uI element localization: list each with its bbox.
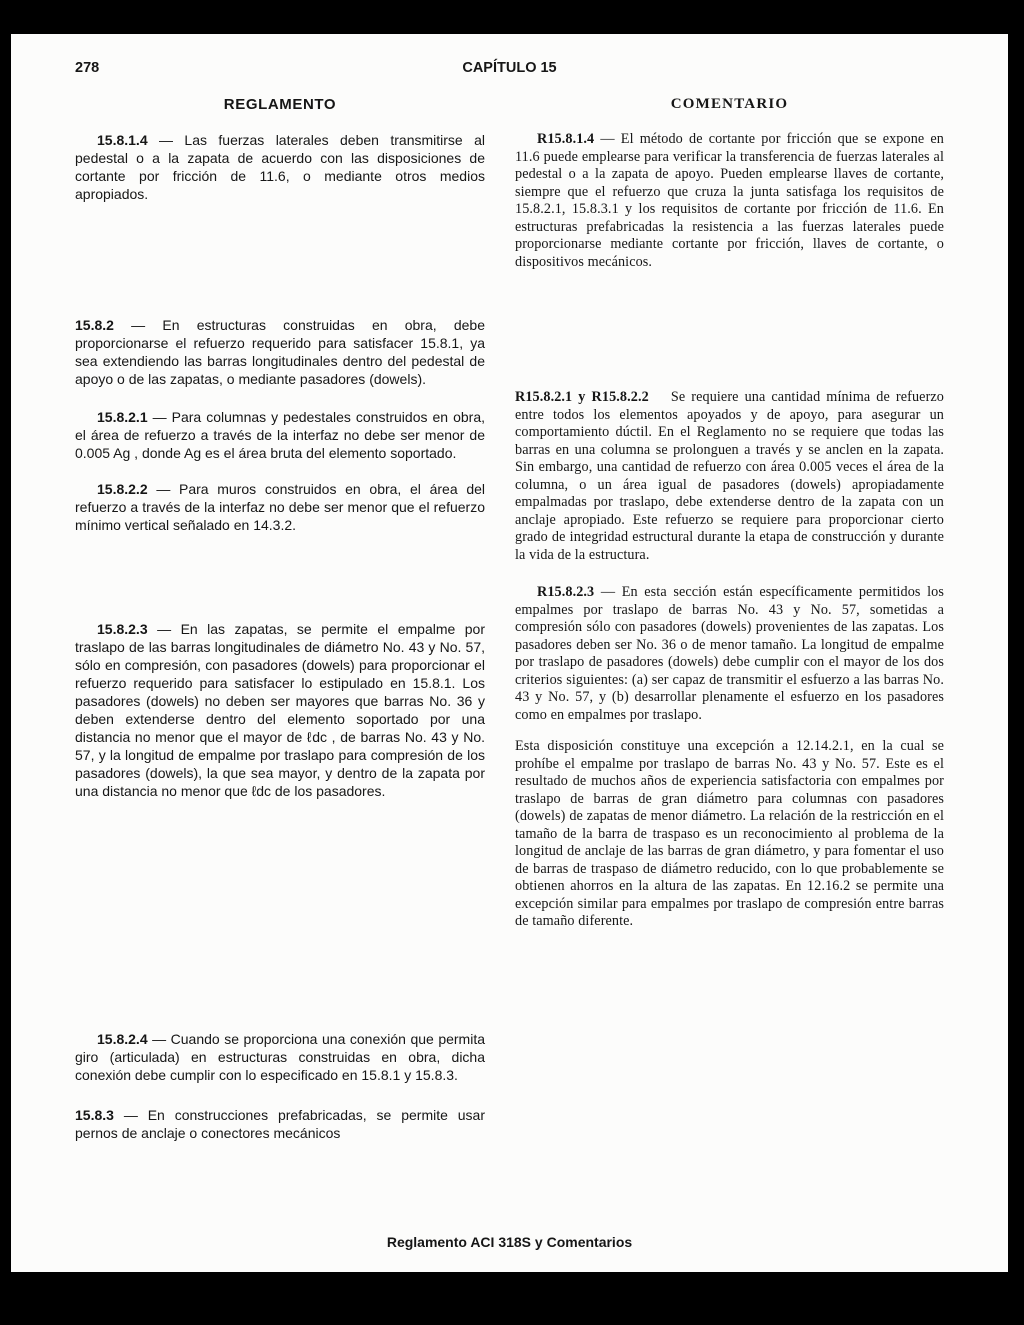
code-paragraph-15-8-3 — [75, 1106, 485, 1142]
paragraph-text: — Las fuerzas laterales deben transmitirse al pedestal o a la zapata de acuerdo con las disposiciones de cortante por fricción de 11.6, o mediante otros medios apropiados. — [75, 132, 485, 202]
commentary-paragraph-r15-8-2-3 — [515, 584, 944, 724]
section-number: 15.8.3 — [75, 1107, 114, 1123]
section-number: R15.8.1.4 — [537, 131, 595, 147]
paragraph-text: — Cuando se proporciona una conexión que permita giro (articulada) en estructuras construidas en obra, dicha conexión debe cumplir con lo especificado en 15.8.1 y 15.8.3. — [75, 1031, 486, 1083]
paragraph-text: — En construcciones prefabricadas, se permite usar pernos de anclaje o conectores mecánicos — [75, 1107, 486, 1141]
document-page — [11, 34, 1008, 1272]
paragraph-text: Se requiere una cantidad mínima de refuerzo entre todos los elementos apoyados y de apoyo, para asegurar un comportamiento dúctil. En el Reglamento no se requiere que todas las barras en una columna se prolonguen a través y se anclen en la zapata. Sin embargo, una cantidad de refuerzo con área 0.005 veces el área de la columna, o un área igual de pasadores (dowels) apropiadamente empalmadas por traslapo, debe extenderse dentro de la zapata con un anclaje apropiado. Este refuerzo se requiere para proporcionar cierto grado de integridad estructural durante la etapa de construcción y durante la vida de la estructura. — [515, 389, 944, 563]
section-number: 15.8.2 — [75, 317, 114, 333]
section-number: 15.8.1.4 — [97, 132, 148, 148]
code-paragraph-15-8-2 — [75, 316, 485, 388]
section-number: 15.8.2.2 — [97, 481, 148, 497]
section-number: 15.8.2.1 — [97, 409, 148, 425]
section-number: 15.8.2.4 — [97, 1031, 148, 1047]
reglamento-column-title: REGLAMENTO — [223, 96, 337, 113]
section-number: 15.8.2.3 — [97, 621, 148, 637]
two-column-body — [11, 96, 1008, 1142]
section-number: R15.8.2.1 y R15.8.2.2 — [515, 389, 649, 405]
page-number: 278 — [75, 60, 100, 76]
page-header — [11, 60, 1008, 80]
paragraph-text: — Para muros construidos en obra, el área del refuerzo a través de la interfaz no debe ser menor que el refuerzo mínimo vertical señalado en 14.3.2. — [75, 481, 486, 533]
paragraph-text: — En estructuras construidas en obra, debe proporcionarse el refuerzo requerido para satisfacer 15.8.1, ya sea extendiendo las barras longitudinales dentro del pedestal de apoyo o de las zapatas, o mediante pasadores (dowels). — [75, 317, 486, 387]
paragraph-text: Esta disposición constituye una excepción a 12.14.2.1, en la cual se prohíbe el empalme por traslapo de barras No. 43 y No. 57. Este es el resultado de muchos años de experiencia satisfactoria con empalmes por traslapo de barras de gran diámetro para columnas con pasadores (dowels) de zapatas de menor diámetro. La relación de la restricción en el tamaño de la barra de traspaso es un reconocimiento al problema de la longitud de anclaje de las barras de gran diámetro, y para fomentar el uso de barras de traspaso de diámetro reducido, con lo que probablemente se obtienen ahorros en la altura de las zapatas. En 12.16.2 se permite una excepción similar para empalmes por traslapo de compresión entre barras de tamaño diferente. — [515, 738, 944, 929]
reglamento-column — [75, 96, 485, 1142]
code-paragraph-15-8-2-3 — [75, 620, 485, 800]
section-number: R15.8.2.3 — [537, 584, 595, 600]
commentary-paragraph-r15-8-2-1-2 — [515, 389, 944, 564]
code-paragraph-15-8-2-1 — [75, 408, 485, 462]
code-paragraph-15-8-2-2 — [75, 480, 485, 534]
paragraph-text: — En esta sección están específicamente permitidos los empalmes por traslapo de barras No. 43 y No. 57, sometidas a compresión sólo con pasadores (dowels) provenientes de las zapatas. Los pasadores deben ser No. 36 o de menor tamaño. La longitud de empalme por traslapo de pasadores (dowels) debe cumplir con el mayor de los dos criterios siguientes: (a) ser capaz de transmitir el esfuerzo a las barras No. 43 y No. 57, y (b) desarrollar plenamente el esfuerzo en los pasadores como en empalmes por traslapo. — [515, 584, 944, 723]
code-paragraph-15-8-2-4 — [75, 1030, 485, 1084]
paragraph-text: — El método de cortante por fricción que se expone en 11.6 puede emplearse para verificar la transferencia de fuerzas laterales al pedestal o a la zapata de apoyo. Pueden emplearse llaves de cortante, siempre que el refuerzo que cruza la junta satisfaga los requisitos de 15.8.2.1, 15.8.3.1 y los requisitos de cortante por fricción de 11.6. En estructuras prefabricadas la resistencia a las fuerzas laterales puede proporcionarse mediante cortante por fricción, llaves de cortante, o dispositivos mecánicos. — [515, 131, 944, 270]
paragraph-text: — En las zapatas, se permite el empalme por traslapo de las barras longitudinales de diámetro No. 43 y No. 57, sólo en compresión, con pasadores (dowels) para proporcionar el refuerzo requerido para satisfacer lo estipulado en 15.8.1. Los pasadores (dowels) no deben ser mayores que barras No. 36 y deben extenderse dentro del elemento soportado por una distancia no menor que el mayor de ℓdc , de barras No. 43 y No. 57, y la longitud de empalme por traslapo para compresión de los pasadores (dowels), la que sea mayor, y dentro de la zapata por una distancia no menor que ℓdc de los pasadores. — [75, 621, 486, 799]
comentario-column — [515, 96, 944, 1142]
paragraph-text: — Para columnas y pedestales construidos en obra, el área de refuerzo a través de la interfaz no debe ser menor de 0.005 Ag , donde Ag es el área bruta del elemento soportado. — [75, 409, 485, 461]
comentario-column-title: COMENTARIO — [670, 96, 789, 112]
page-footer: Reglamento ACI 318S y Comentarios — [386, 1234, 633, 1250]
code-paragraph-15-8-1-4 — [75, 131, 485, 203]
commentary-paragraph-exception — [515, 738, 944, 931]
chapter-title: CAPÍTULO 15 — [462, 60, 557, 76]
commentary-paragraph-r15-8-1-4 — [515, 131, 944, 271]
